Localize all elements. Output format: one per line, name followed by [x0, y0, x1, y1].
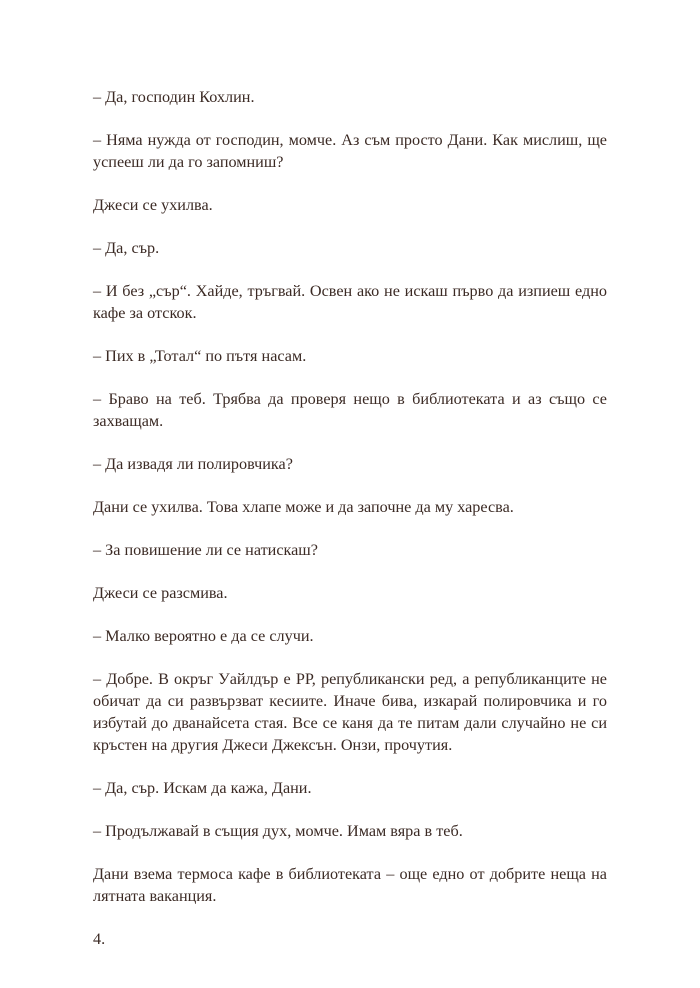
paragraph: – Пих в „Тотал“ по пътя насам.: [93, 347, 307, 365]
paragraph: Джеси се разсмива.: [93, 584, 228, 602]
paragraph: – Да, сър.: [93, 239, 160, 257]
paragraph: – Малко вероятно е да се случи.: [93, 627, 314, 645]
body-text: [93, 86, 607, 950]
paragraph: Дани взема термоса кафе в библиотеката – още едно от добрите неща на лятната ваканция.: [93, 865, 607, 905]
paragraph: – Да извадя ли полировчика?: [93, 455, 293, 473]
paragraph: – Браво на теб. Трябва да проверя нещо в библиотеката и аз също се захващам.: [93, 390, 607, 430]
paragraph: Джеси се ухилва.: [93, 196, 213, 214]
paragraph: – Да, господин Кохлин.: [93, 88, 255, 106]
paragraph: – Няма нужда от господин, момче. Аз съм просто Дани. Как мислиш, ще успееш ли да го запомниш?: [93, 131, 607, 171]
section-number: 4.: [93, 930, 106, 948]
paragraph: – Да, сър. Искам да кажа, Дани.: [93, 779, 312, 797]
paragraph: Дани се ухилва. Това хлапе може и да започне да му харесва.: [93, 498, 514, 516]
paragraph: – Добре. В окръг Уайлдър е РР, републикански ред, а републиканците не обичат да си развързват кесиите. Иначе бива, изкарай полировчика и го избутай до дванайсета стая. Все се каня да те питам дали случайно не си кръстен на другия Джеси Джексън. Онзи, прочутия.: [93, 670, 607, 754]
paragraph: – За повишение ли се натискаш?: [93, 541, 318, 559]
paragraph: – И без „сър“. Хайде, тръгвай. Освен ако не искаш първо да изпиеш едно кафе за отскок.: [93, 282, 607, 322]
paragraph: – Продължавай в същия дух, момче. Имам вяра в теб.: [93, 822, 463, 840]
